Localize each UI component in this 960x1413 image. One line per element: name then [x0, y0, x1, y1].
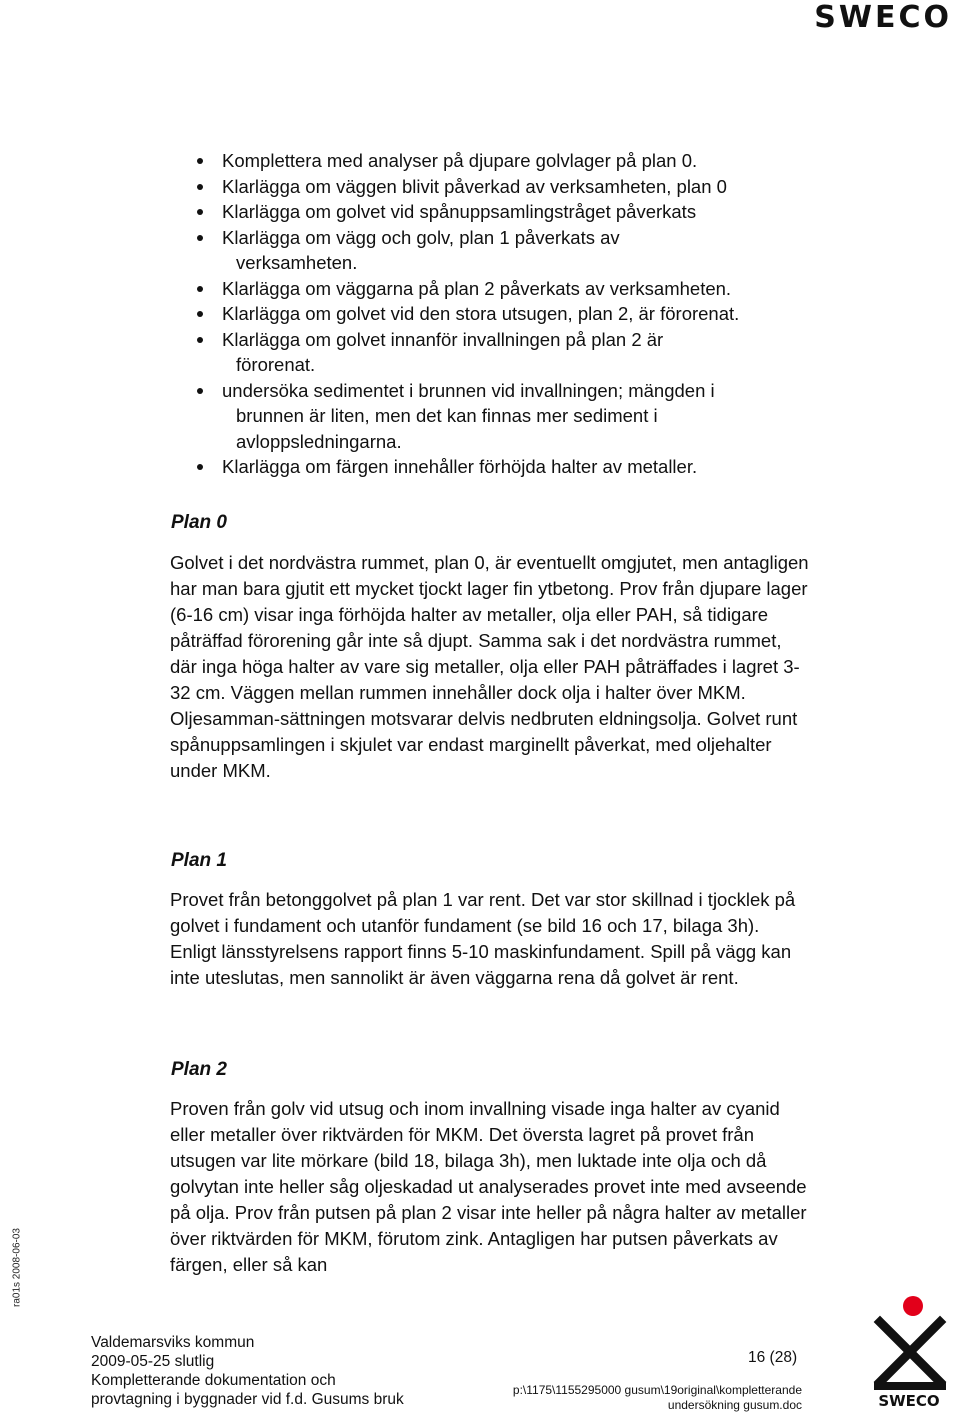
action-bullet-list [194, 148, 834, 480]
bullet-item: Komplettera med analyser på djupare golvlager på plan 0. [194, 148, 834, 174]
section-heading-plan-0: Plan 0 [171, 512, 227, 533]
footer-info [91, 1333, 404, 1409]
footer-client: Valdemarsviks kommun [91, 1334, 255, 1351]
section-heading-plan-1: Plan 1 [171, 850, 227, 871]
bullet-item: Klarlägga om färgen innehåller förhöjda halter av metaller. [194, 454, 834, 480]
sweco-logo-top: SWECO [814, 0, 952, 35]
footer-date: 2009-05-25 slutlig [91, 1353, 215, 1370]
bullet-item: Klarlägga om golvet innanför invallningen på plan 2 är förorenat. [194, 327, 834, 378]
bullet-item: Klarlägga om vägg och golv, plan 1 påverkats av verksamheten. [194, 225, 834, 276]
template-code-vertical: ra01s 2008-06-03 [11, 1228, 23, 1307]
file-path-line-1: p:\1175\1155295000 gusum\19original\kompletterande [512, 1383, 802, 1397]
section-text-plan-0: Golvet i det nordvästra rummet, plan 0, är eventuellt omgjutet, men antagligen har man bara gjutit ett mycket tjockt lager fin ytbetong. Prov från djupare lager (6-16 cm) visar inga förhöjda halter av metaller, olja eller PAH, så tidigare påträffad förorening går inte så djupt. Samma sak i det nordvästra rummet, där inga höga halter av vare sig metaller, olja eller PAH påträffades i lagret 3-32 cm. Väggen mellan rummen innehåller dock olja i halter över MKM. Oljesamman-sättningen motsvarar delvis nedbruten eldningsolja. Golvet runt spånuppsamlingen i skjulet var endast marginellt påverkat, med oljehalter under MKM. [170, 552, 809, 781]
bullet-item: Klarlägga om golvet vid spånuppsamlingstråget påverkats [194, 199, 834, 225]
bullet-item: Klarlägga om golvet vid den stora utsugen, plan 2, är förorenat. [194, 301, 834, 327]
file-path [513, 1383, 802, 1413]
bullet-item: Klarlägga om väggarna på plan 2 påverkats av verksamheten. [194, 276, 834, 302]
section-heading-plan-2: Plan 2 [171, 1059, 227, 1080]
sweco-logo-bottom-text: SWECO [878, 1392, 940, 1409]
file-path-line-2: undersökning gusum.doc [667, 1398, 802, 1412]
page-number: 16 (28) [748, 1349, 798, 1366]
bullet-item: undersöka sedimentet i brunnen vid invallningen; mängden i brunnen är liten, men det kan finnas mer sediment i avloppsledningarna. [194, 378, 834, 455]
section-text-plan-1: Provet från betonggolvet på plan 1 var rent. Det var stor skillnad i tjocklek på golvet i fundament och utanför fundament (se bild 16 och 17, bilaga 3h). Enligt länsstyrelsens rapport finns 5-10 maskinfundament. Spill på vägg kan inte uteslutas, men sannolikt är även väggarna rena då golvet är rent. [170, 889, 796, 988]
footer-title-line-1: Kompletterande dokumentation och [91, 1372, 336, 1389]
footer-title-line-2: provtagning i byggnader vid f.d. Gusums bruk [91, 1391, 404, 1408]
sweco-logo-emblem [868, 1294, 950, 1409]
bullet-item: Klarlägga om väggen blivit påverkad av verksamheten, plan 0 [194, 174, 834, 200]
section-text-plan-2: Proven från golv vid utsug och inom invallning visade inga halter av cyanid eller metaller över riktvärden för MKM. Det översta lagret på provet från utsugen var lite mörkare (bild 18, bilaga 3h), men luktade inte olja och då golvytan inte heller såg oljeskadad ut analyserades provet inte med avseende på olja. Prov från putsen på plan 2 visar inte heller på några halter av metaller över riktvärden för MKM, förutom zink. Antagligen har putsen påverkats av färgen, eller så kan [170, 1098, 807, 1275]
